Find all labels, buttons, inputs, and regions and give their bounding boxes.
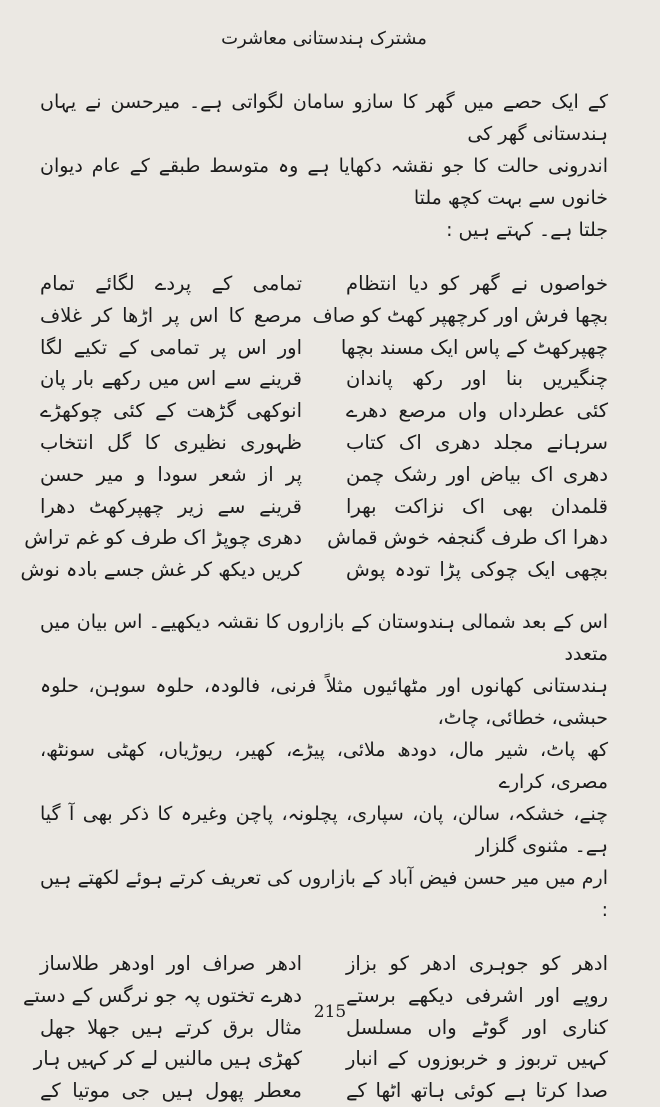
verse-line: اور اس پر تمامی کے تکیے لگا bbox=[40, 335, 302, 359]
middle-paragraph bbox=[40, 606, 608, 926]
prose-line: جلتا ہے۔ کہتے ہیں : bbox=[446, 219, 608, 241]
verse-line: کریں دیکھ کر غش جسے بادہ نوش bbox=[20, 558, 302, 582]
verse-line: دھری چوپڑ اک طرف کو غم تراش bbox=[24, 526, 302, 550]
verse-line: بچھی ایک چوکی پڑا تودہ پوش bbox=[346, 558, 608, 582]
verse-line: دھری اک بیاض اور رشک چمن bbox=[346, 462, 608, 486]
verse-line: قرینے سے اس میں رکھے بار پان bbox=[40, 367, 302, 391]
verse-line: کئی عطرداں واں مرصع دھرے bbox=[346, 399, 608, 423]
verse-line: دھرے تختوں پہ جو نرگس کے دستے bbox=[23, 983, 302, 1007]
verse-line: بچھا فرش اور کرچھپر کھٹ کو صاف bbox=[312, 303, 608, 327]
verse-line: ظہوری نظیری کا گل انتخاب bbox=[40, 430, 302, 454]
verse-line: مرصع کا اس پر اڑھا کر غلاف bbox=[40, 303, 302, 327]
prose-line: اس کے بعد شمالی ہندوستان کے بازاروں کا نقشہ دیکھیے۔ اس بیان میں متعدد bbox=[40, 610, 608, 665]
verse-line: روپے اور اشرفی دیکھے برستے bbox=[346, 983, 608, 1007]
verse-line: معطر پھول ہیں جی موتیا کے bbox=[40, 1079, 302, 1103]
poem-2-right-column bbox=[346, 948, 608, 1107]
verse-line: قرینے سے زیر چھپرکھٹ دھرا bbox=[40, 494, 302, 518]
verse-line: کہیں تربوز و خربوزوں کے انبار bbox=[346, 1047, 608, 1071]
prose-line: کے ایک حصے میں گھر کا سازو سامان لگواتی ہے۔ میرحسن نے یہاں ہندستانی گھر کی bbox=[40, 91, 608, 145]
verse-line: چھپرکھٹ کے پاس ایک مسند بچھا bbox=[340, 335, 608, 359]
verse-line: تمامی کے پردے لگائے تمام bbox=[40, 272, 302, 295]
verse-line: پر از شعر سودا و میر حسن bbox=[40, 462, 302, 486]
prose-line: اندرونی حالت کا جو نقشہ دکھایا ہے وہ متوسط طبقے کے عام دیوان خانوں سے بہت کچھ ملتا bbox=[40, 155, 608, 209]
verse-line: قلمدان بھی اک نزاکت بھرا bbox=[346, 494, 608, 518]
verse-line: دھرا اک طرف گنجفہ خوش قماش bbox=[327, 526, 608, 550]
poem-2-left-column bbox=[23, 948, 302, 1107]
verse-line: انوکھی گڑھت کے کئی چوکھڑے bbox=[40, 399, 302, 423]
intro-paragraph bbox=[40, 86, 608, 246]
verse-line: کناری اور گوٹے واں مسلسل bbox=[346, 1015, 608, 1039]
prose-line: چنے، خشکہ، سالن، پان، سپاری، پچلونہ، پاچن وغیرہ کا ذکر بھی آ گیا ہے۔ مثنوی گلزار bbox=[40, 802, 608, 857]
poem-1-right-column bbox=[312, 268, 608, 586]
prose-line: کھ پاٹ، شیر مال، دودھ ملائی، پیڑے، کھیر، ریوڑیاں، کھٹی سونٹھ، مصری، کرارے bbox=[40, 738, 608, 793]
prose-line: ارم میں میر حسن فیض آباد کے بازاروں کی تعریف کرتے ہوئے لکھتے ہیں : bbox=[40, 866, 608, 921]
poem-1 bbox=[20, 268, 608, 586]
poem-1-left-column bbox=[20, 268, 302, 586]
verse-line: چنگیریں بنا اور رکھ پاندان bbox=[346, 367, 608, 391]
verse-line: کھڑی ہیں مالنیں لے کر کہیں ہار bbox=[33, 1047, 302, 1071]
verse-line: خواصوں نے گھر کو دیا انتظام bbox=[346, 272, 608, 295]
prose-line: ہندستانی کھانوں اور مٹھائیوں مثلاً فرنی، فالودہ، حلوہ سوہن، حلوہ حبشی، خطائی، چاٹ، bbox=[40, 674, 608, 729]
verse-line: ادھر کو جوہری ادھر کو بزاز bbox=[346, 951, 608, 975]
verse-line: صدا کرتا ہے کوئی ہاتھ اٹھا کے bbox=[346, 1079, 608, 1103]
verse-line: ادھر صراف اور اودھر طلاساز bbox=[40, 951, 302, 975]
running-head: مشترک ہندستانی معاشرت bbox=[221, 28, 427, 49]
page-number: 215 bbox=[313, 1002, 347, 1022]
verse-line: سرہانے مجلد دھری اک کتاب bbox=[346, 430, 608, 454]
poem-2 bbox=[23, 948, 608, 1107]
verse-line: مثال برق کرتے ہیں جھلا جھل bbox=[40, 1015, 302, 1039]
